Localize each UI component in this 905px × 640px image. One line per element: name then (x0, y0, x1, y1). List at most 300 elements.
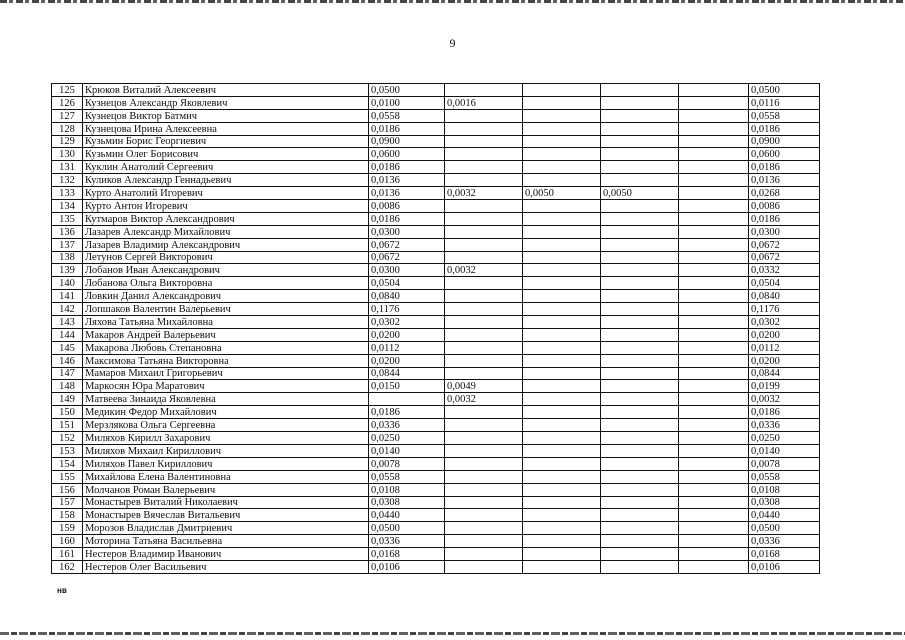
share-col2-cell (445, 548, 523, 561)
table-row (52, 290, 820, 303)
share-col3-cell (523, 212, 601, 225)
row-number-cell: 151 (52, 419, 83, 432)
share-col5-cell (679, 251, 749, 264)
share-col1-cell: 0,1176 (369, 303, 445, 316)
scan-top-edge (0, 0, 905, 3)
table-row (52, 303, 820, 316)
share-col1-cell: 0,0100 (369, 96, 445, 109)
share-col1-cell: 0,0112 (369, 341, 445, 354)
person-name-cell: Кузнецов Виктор Батмич (83, 109, 369, 122)
total-cell: 0,0199 (749, 380, 820, 393)
share-col3-cell (523, 496, 601, 509)
share-col1-cell: 0,0078 (369, 457, 445, 470)
share-col4-cell (601, 341, 679, 354)
row-number-cell: 158 (52, 509, 83, 522)
share-col3-cell (523, 341, 601, 354)
person-name-cell: Лазарев Владимир Александрович (83, 238, 369, 251)
total-cell: 0,0558 (749, 470, 820, 483)
total-cell: 0,0116 (749, 96, 820, 109)
share-col3-cell (523, 522, 601, 535)
share-col5-cell (679, 238, 749, 251)
total-cell: 0,0106 (749, 560, 820, 573)
share-col3-cell: 0,0050 (523, 187, 601, 200)
table-row (52, 380, 820, 393)
total-cell: 0,0308 (749, 496, 820, 509)
row-number-cell: 134 (52, 200, 83, 213)
share-col1-cell: 0,0558 (369, 470, 445, 483)
share-col5-cell (679, 470, 749, 483)
share-col2-cell (445, 432, 523, 445)
share-col4-cell (601, 354, 679, 367)
share-col5-cell (679, 535, 749, 548)
row-number-cell: 145 (52, 341, 83, 354)
total-cell: 0,0300 (749, 225, 820, 238)
total-cell: 0,0112 (749, 341, 820, 354)
total-cell: 0,0078 (749, 457, 820, 470)
person-name-cell: Кузнецов Александр Яковлевич (83, 96, 369, 109)
total-cell: 0,0844 (749, 367, 820, 380)
share-col2-cell (445, 483, 523, 496)
share-col1-cell: 0,0086 (369, 200, 445, 213)
share-col5-cell (679, 212, 749, 225)
share-col3-cell (523, 483, 601, 496)
total-cell: 0,0500 (749, 522, 820, 535)
share-col3-cell (523, 303, 601, 316)
person-name-cell: Нестеров Олег Васильевич (83, 560, 369, 573)
row-number-cell: 127 (52, 109, 83, 122)
share-col4-cell (601, 277, 679, 290)
share-col1-cell: 0,0186 (369, 212, 445, 225)
share-col1-cell (369, 393, 445, 406)
table-row (52, 135, 820, 148)
person-name-cell: Кутмаров Виктор Александрович (83, 212, 369, 225)
share-col4-cell (601, 122, 679, 135)
share-col1-cell: 0,0186 (369, 122, 445, 135)
person-name-cell: Лобанов Иван Александрович (83, 264, 369, 277)
share-col4-cell (601, 174, 679, 187)
share-col4-cell (601, 483, 679, 496)
total-cell: 0,1176 (749, 303, 820, 316)
person-name-cell: Кузнецова Ирина Алексеевна (83, 122, 369, 135)
share-col1-cell: 0,0900 (369, 135, 445, 148)
share-col1-cell: 0,0504 (369, 277, 445, 290)
row-number-cell: 126 (52, 96, 83, 109)
total-cell: 0,0500 (749, 84, 820, 97)
row-number-cell: 141 (52, 290, 83, 303)
total-cell: 0,0302 (749, 316, 820, 329)
share-col4-cell (601, 84, 679, 97)
row-number-cell: 140 (52, 277, 83, 290)
share-col5-cell (679, 316, 749, 329)
row-number-cell: 131 (52, 161, 83, 174)
share-col4-cell (601, 238, 679, 251)
share-col1-cell: 0,0150 (369, 380, 445, 393)
table-row (52, 470, 820, 483)
person-name-cell: Кузьмин Олег Борисович (83, 148, 369, 161)
share-col3-cell (523, 393, 601, 406)
share-col5-cell (679, 84, 749, 97)
share-col3-cell (523, 419, 601, 432)
row-number-cell: 142 (52, 303, 83, 316)
share-col2-cell (445, 122, 523, 135)
share-col2-cell (445, 457, 523, 470)
share-col3-cell (523, 560, 601, 573)
person-name-cell: Монастырев Вячеслав Витальевич (83, 509, 369, 522)
share-col1-cell: 0,0500 (369, 84, 445, 97)
share-col4-cell (601, 200, 679, 213)
share-col3-cell (523, 135, 601, 148)
total-cell: 0,0440 (749, 509, 820, 522)
person-name-cell: Михайлова Елена Валентиновна (83, 470, 369, 483)
share-col5-cell (679, 328, 749, 341)
share-col3-cell (523, 354, 601, 367)
share-col2-cell (445, 354, 523, 367)
share-col3-cell (523, 238, 601, 251)
person-name-cell: Курто Антон Игоревич (83, 200, 369, 213)
share-col4-cell (601, 161, 679, 174)
person-name-cell: Макаров Андрей Валерьевич (83, 328, 369, 341)
share-col2-cell (445, 290, 523, 303)
table-row (52, 148, 820, 161)
share-col2-cell (445, 496, 523, 509)
share-col5-cell (679, 122, 749, 135)
person-name-cell: Медикин Федор Михайлович (83, 406, 369, 419)
share-col4-cell (601, 560, 679, 573)
share-col3-cell (523, 122, 601, 135)
share-col4-cell (601, 212, 679, 225)
total-cell: 0,0136 (749, 174, 820, 187)
share-col3-cell (523, 444, 601, 457)
table-row (52, 187, 820, 200)
total-cell: 0,0108 (749, 483, 820, 496)
share-col4-cell (601, 328, 679, 341)
row-number-cell: 155 (52, 470, 83, 483)
row-number-cell: 133 (52, 187, 83, 200)
share-col3-cell (523, 264, 601, 277)
table-row (52, 161, 820, 174)
share-col5-cell (679, 187, 749, 200)
share-col1-cell: 0,0108 (369, 483, 445, 496)
share-col5-cell (679, 225, 749, 238)
share-col1-cell: 0,0300 (369, 264, 445, 277)
table-row (52, 496, 820, 509)
share-col2-cell (445, 135, 523, 148)
share-col5-cell (679, 419, 749, 432)
row-number-cell: 160 (52, 535, 83, 548)
share-col2-cell: 0,0049 (445, 380, 523, 393)
share-col3-cell (523, 548, 601, 561)
share-col4-cell (601, 432, 679, 445)
person-name-cell: Ловкин Данил Александрович (83, 290, 369, 303)
share-col3-cell (523, 161, 601, 174)
share-col2-cell: 0,0032 (445, 264, 523, 277)
share-col3-cell (523, 367, 601, 380)
share-col5-cell (679, 354, 749, 367)
person-name-cell: Лобанова Ольга Викторовна (83, 277, 369, 290)
person-name-cell: Ляхова Татьяна Михайловна (83, 316, 369, 329)
total-cell: 0,0186 (749, 406, 820, 419)
share-col5-cell (679, 109, 749, 122)
row-number-cell: 154 (52, 457, 83, 470)
table-row (52, 354, 820, 367)
row-number-cell: 144 (52, 328, 83, 341)
share-col2-cell (445, 303, 523, 316)
table-row (52, 509, 820, 522)
share-col4-cell (601, 548, 679, 561)
share-col2-cell (445, 470, 523, 483)
share-col4-cell (601, 419, 679, 432)
share-col1-cell: 0,0558 (369, 109, 445, 122)
share-col4-cell (601, 264, 679, 277)
table-row (52, 225, 820, 238)
share-col5-cell (679, 341, 749, 354)
share-col5-cell (679, 277, 749, 290)
share-col3-cell (523, 470, 601, 483)
total-cell: 0,0336 (749, 419, 820, 432)
share-col2-cell (445, 509, 523, 522)
row-number-cell: 139 (52, 264, 83, 277)
share-col1-cell: 0,0250 (369, 432, 445, 445)
table-row (52, 535, 820, 548)
share-col2-cell (445, 174, 523, 187)
table-row (52, 238, 820, 251)
share-col4-cell (601, 496, 679, 509)
table-row (52, 560, 820, 573)
share-col3-cell (523, 406, 601, 419)
share-col4-cell (601, 522, 679, 535)
share-col3-cell (523, 148, 601, 161)
share-col5-cell (679, 135, 749, 148)
share-col3-cell (523, 96, 601, 109)
share-col5-cell (679, 148, 749, 161)
share-col3-cell (523, 535, 601, 548)
share-col5-cell (679, 200, 749, 213)
table-row (52, 432, 820, 445)
share-col3-cell (523, 84, 601, 97)
total-cell: 0,0186 (749, 161, 820, 174)
share-col5-cell (679, 393, 749, 406)
person-name-cell: Мерзлякова Ольга Сергеевна (83, 419, 369, 432)
row-number-cell: 146 (52, 354, 83, 367)
table-row (52, 84, 820, 97)
person-name-cell: Летунов Сергей Викторович (83, 251, 369, 264)
share-col2-cell (445, 277, 523, 290)
share-col5-cell (679, 96, 749, 109)
total-cell: 0,0168 (749, 548, 820, 561)
share-col3-cell (523, 328, 601, 341)
table-body (52, 84, 820, 574)
table-row (52, 122, 820, 135)
share-col2-cell (445, 406, 523, 419)
row-number-cell: 156 (52, 483, 83, 496)
share-col1-cell: 0,0336 (369, 535, 445, 548)
row-number-cell: 150 (52, 406, 83, 419)
share-col2-cell (445, 419, 523, 432)
share-col1-cell: 0,0302 (369, 316, 445, 329)
share-col3-cell (523, 251, 601, 264)
share-col2-cell (445, 225, 523, 238)
row-number-cell: 125 (52, 84, 83, 97)
share-col5-cell (679, 367, 749, 380)
total-cell: 0,0200 (749, 354, 820, 367)
share-col5-cell (679, 290, 749, 303)
share-col1-cell: 0,0140 (369, 444, 445, 457)
person-name-cell: Лопшаков Валентин Валерьевич (83, 303, 369, 316)
person-name-cell: Молчанов Роман Валерьевич (83, 483, 369, 496)
share-col1-cell: 0,0186 (369, 161, 445, 174)
share-col4-cell (601, 316, 679, 329)
share-col2-cell (445, 367, 523, 380)
table-row (52, 251, 820, 264)
share-col4-cell (601, 393, 679, 406)
total-cell: 0,0032 (749, 393, 820, 406)
share-col1-cell: 0,0672 (369, 251, 445, 264)
share-col3-cell (523, 432, 601, 445)
share-col4-cell (601, 290, 679, 303)
row-number-cell: 148 (52, 380, 83, 393)
share-col5-cell (679, 161, 749, 174)
total-cell: 0,0840 (749, 290, 820, 303)
share-col4-cell: 0,0050 (601, 187, 679, 200)
share-col2-cell (445, 84, 523, 97)
share-col3-cell (523, 225, 601, 238)
total-cell: 0,0268 (749, 187, 820, 200)
table-row (52, 548, 820, 561)
share-col2-cell: 0,0032 (445, 187, 523, 200)
person-name-cell: Курто Анатолий Игоревич (83, 187, 369, 200)
share-col1-cell: 0,0200 (369, 328, 445, 341)
share-col4-cell (601, 380, 679, 393)
table-row (52, 457, 820, 470)
scan-bottom-edge (0, 632, 905, 635)
person-name-cell: Максимова Татьяна Викторовна (83, 354, 369, 367)
share-col2-cell (445, 200, 523, 213)
person-name-cell: Крюков Виталий Алексеевич (83, 84, 369, 97)
table-row (52, 483, 820, 496)
row-number-cell: 143 (52, 316, 83, 329)
share-col4-cell (601, 96, 679, 109)
share-col4-cell (601, 225, 679, 238)
share-col2-cell (445, 535, 523, 548)
share-col4-cell (601, 148, 679, 161)
person-name-cell: Монастырев Виталий Николаевич (83, 496, 369, 509)
total-cell: 0,0140 (749, 444, 820, 457)
row-number-cell: 138 (52, 251, 83, 264)
share-col2-cell (445, 522, 523, 535)
person-name-cell: Кузьмин Борис Георгиевич (83, 135, 369, 148)
row-number-cell: 147 (52, 367, 83, 380)
share-col1-cell: 0,0840 (369, 290, 445, 303)
share-col3-cell (523, 316, 601, 329)
row-number-cell: 153 (52, 444, 83, 457)
share-col4-cell (601, 470, 679, 483)
person-name-cell: Миляхов Кирилл Захарович (83, 432, 369, 445)
row-number-cell: 130 (52, 148, 83, 161)
share-col5-cell (679, 483, 749, 496)
share-col5-cell (679, 522, 749, 535)
share-col3-cell (523, 380, 601, 393)
share-col1-cell: 0,0200 (369, 354, 445, 367)
share-col1-cell: 0,0600 (369, 148, 445, 161)
table-row (52, 328, 820, 341)
share-col5-cell (679, 496, 749, 509)
share-col2-cell (445, 251, 523, 264)
share-col5-cell (679, 548, 749, 561)
row-number-cell: 161 (52, 548, 83, 561)
person-name-cell: Матвеева Зинаида Яковлевна (83, 393, 369, 406)
share-col3-cell (523, 457, 601, 470)
share-col1-cell: 0,0136 (369, 187, 445, 200)
share-col3-cell (523, 109, 601, 122)
person-name-cell: Мамаров Михаил Григорьевич (83, 367, 369, 380)
person-name-cell: Миляхов Павел Кириллович (83, 457, 369, 470)
share-col2-cell (445, 161, 523, 174)
total-cell: 0,0200 (749, 328, 820, 341)
share-col5-cell (679, 174, 749, 187)
share-col2-cell (445, 444, 523, 457)
share-col1-cell: 0,0106 (369, 560, 445, 573)
share-col4-cell (601, 509, 679, 522)
share-col2-cell (445, 316, 523, 329)
share-col4-cell (601, 367, 679, 380)
share-col4-cell (601, 109, 679, 122)
share-col2-cell (445, 238, 523, 251)
shareholders-table (51, 83, 820, 574)
share-col2-cell: 0,0032 (445, 393, 523, 406)
share-col4-cell (601, 535, 679, 548)
share-col4-cell (601, 303, 679, 316)
share-col1-cell: 0,0308 (369, 496, 445, 509)
share-col3-cell (523, 290, 601, 303)
total-cell: 0,0186 (749, 212, 820, 225)
row-number-cell: 129 (52, 135, 83, 148)
person-name-cell: Куликов Александр Геннадьевич (83, 174, 369, 187)
table-row (52, 367, 820, 380)
person-name-cell: Морозов Владислав Дмитриевич (83, 522, 369, 535)
share-col5-cell (679, 457, 749, 470)
total-cell: 0,0600 (749, 148, 820, 161)
share-col4-cell (601, 406, 679, 419)
table-row (52, 316, 820, 329)
person-name-cell: Миляхов Михаил Кириллович (83, 444, 369, 457)
row-number-cell: 152 (52, 432, 83, 445)
share-col5-cell (679, 406, 749, 419)
share-col4-cell (601, 444, 679, 457)
person-name-cell: Маркосян Юра Маратович (83, 380, 369, 393)
share-col5-cell (679, 380, 749, 393)
table-row (52, 212, 820, 225)
total-cell: 0,0332 (749, 264, 820, 277)
share-col1-cell: 0,0672 (369, 238, 445, 251)
total-cell: 0,0558 (749, 109, 820, 122)
person-name-cell: Нестеров Владимир Иванович (83, 548, 369, 561)
share-col5-cell (679, 264, 749, 277)
row-number-cell: 162 (52, 560, 83, 573)
row-number-cell: 135 (52, 212, 83, 225)
share-col1-cell: 0,0844 (369, 367, 445, 380)
share-col3-cell (523, 200, 601, 213)
share-col5-cell (679, 303, 749, 316)
table-row (52, 419, 820, 432)
row-number-cell: 137 (52, 238, 83, 251)
share-col1-cell: 0,0336 (369, 419, 445, 432)
person-name-cell: Лазарев Александр Михайлович (83, 225, 369, 238)
share-col4-cell (601, 135, 679, 148)
total-cell: 0,0186 (749, 122, 820, 135)
row-number-cell: 132 (52, 174, 83, 187)
share-col3-cell (523, 277, 601, 290)
table-row (52, 522, 820, 535)
